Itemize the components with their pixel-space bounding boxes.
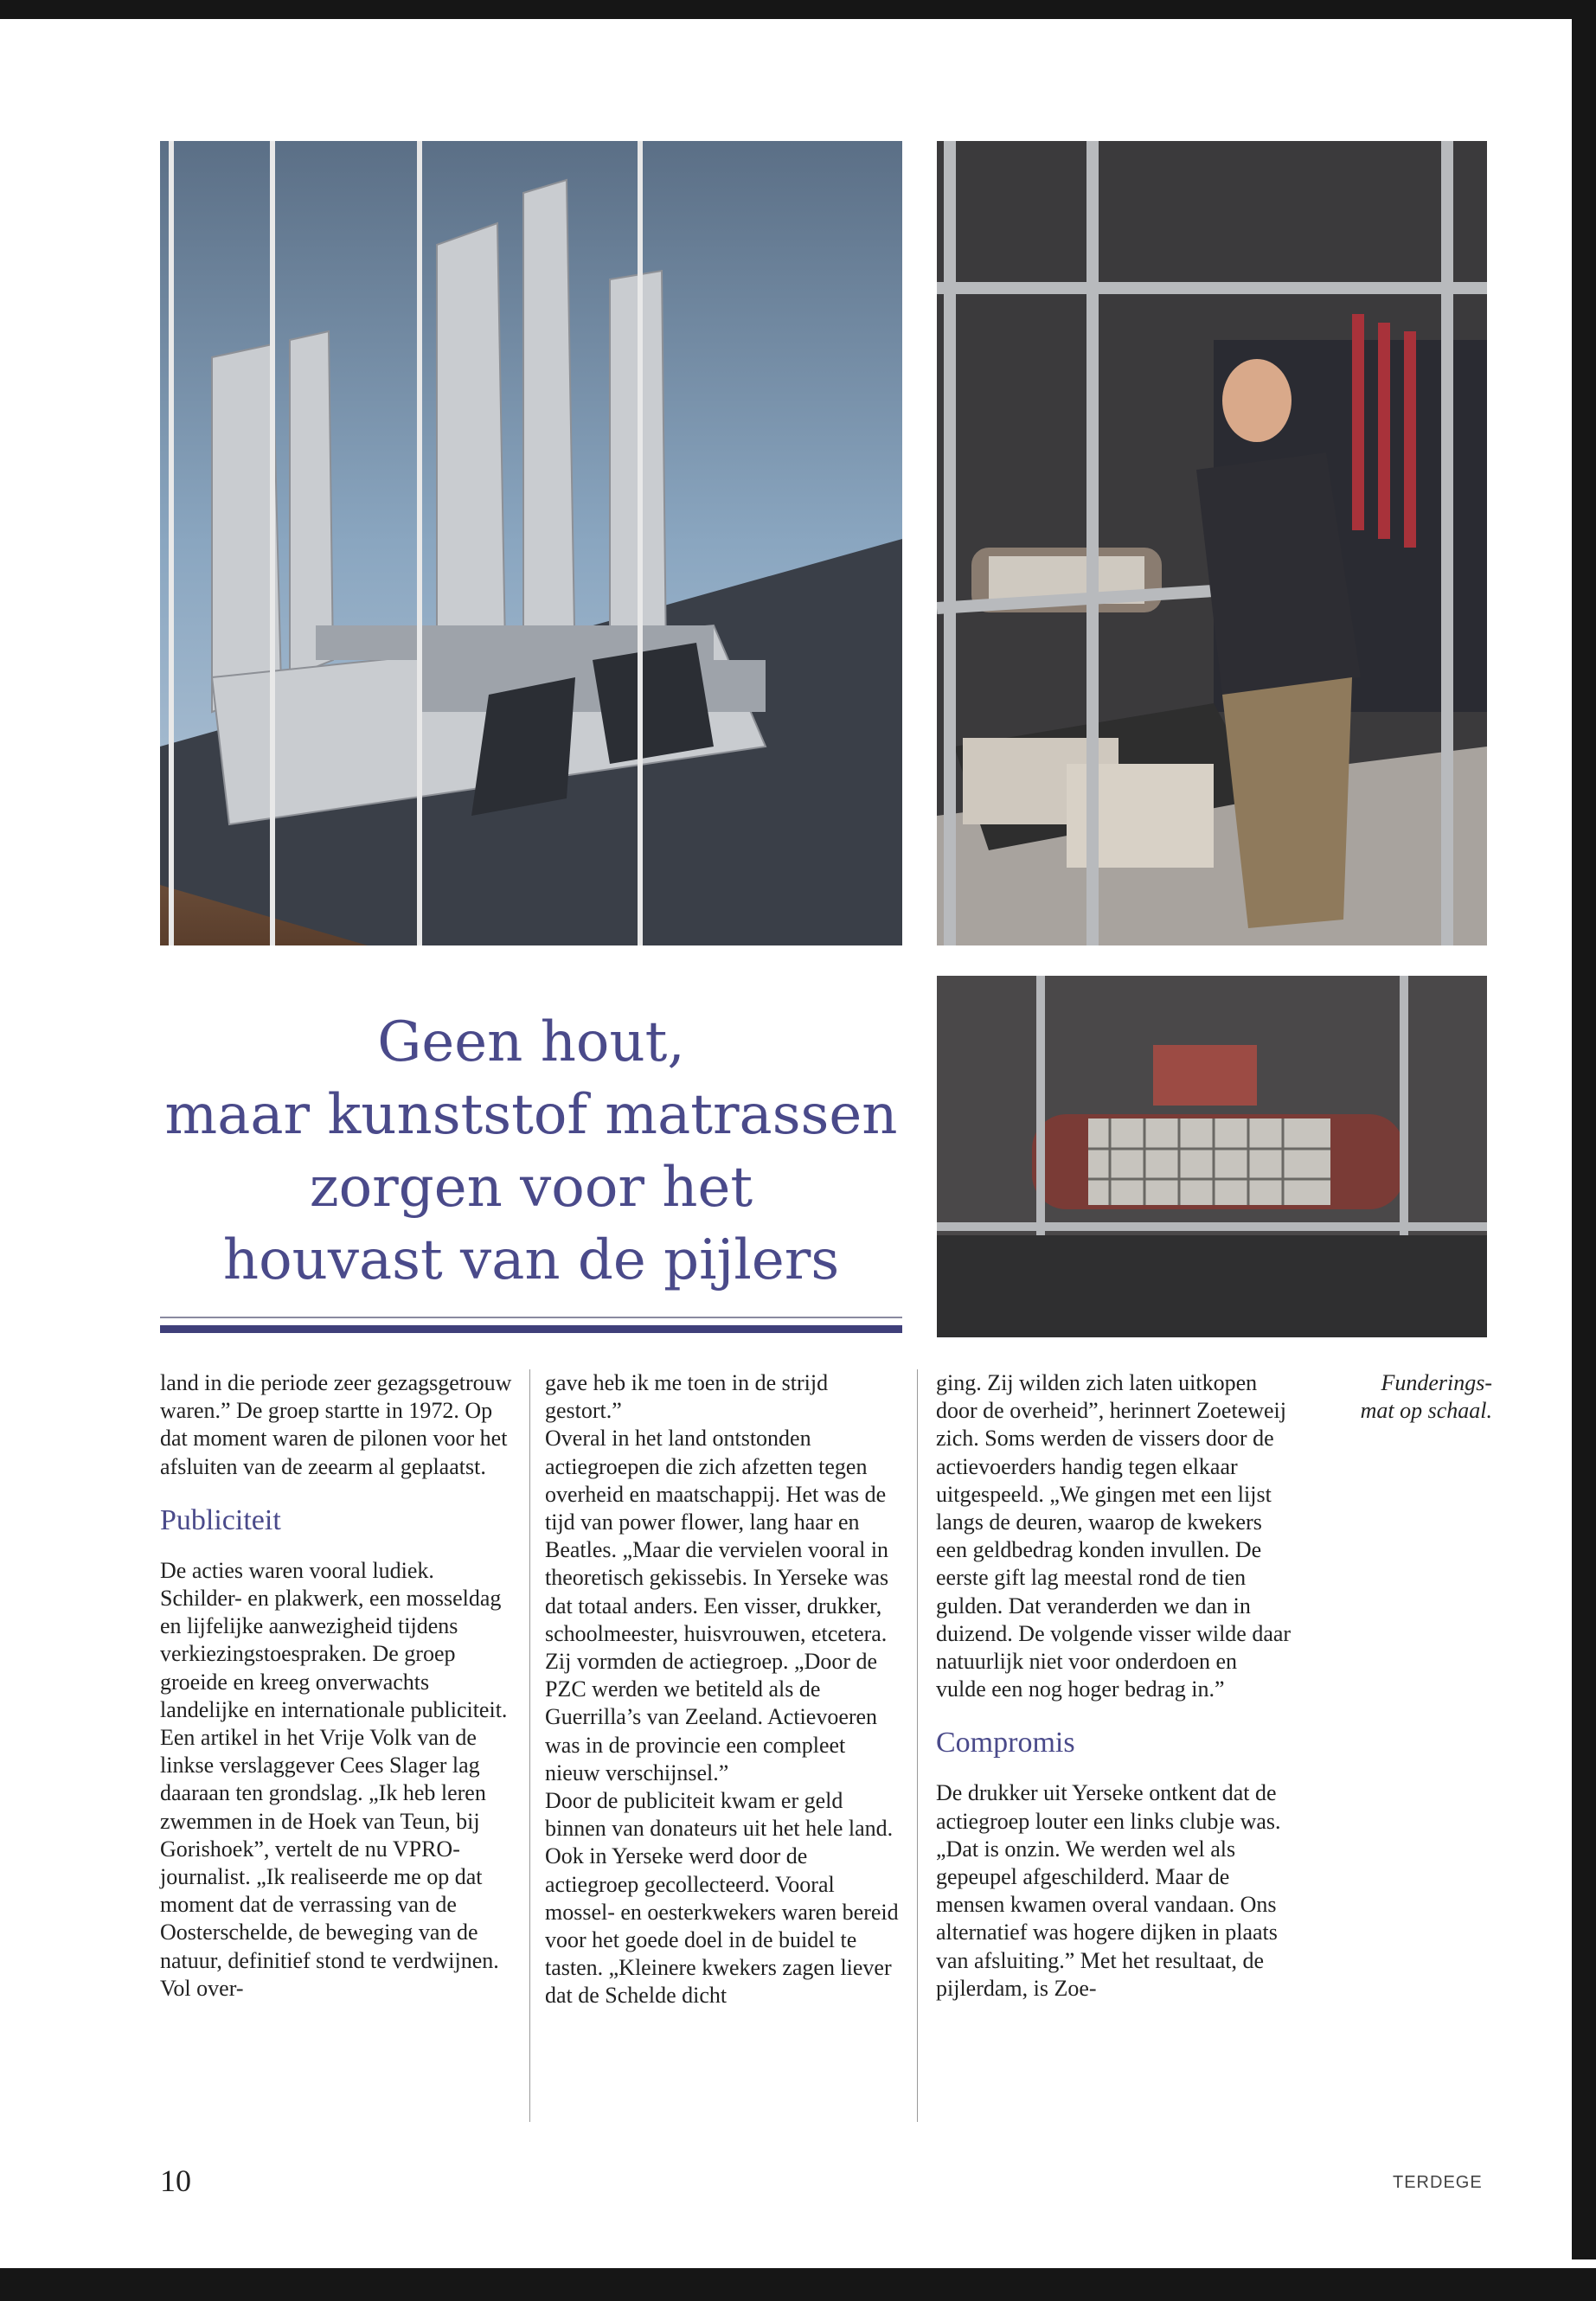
foundation-mat-model-photo xyxy=(937,976,1487,1337)
paragraph: gave heb ik me toen in de strijd gestort.” xyxy=(545,1370,829,1424)
barrier-pillars-photo xyxy=(160,141,902,945)
text-column-3 xyxy=(936,1369,1292,2003)
scan-edge-right xyxy=(1572,0,1596,2301)
subheading-publiciteit: Publiciteit xyxy=(160,1503,281,1536)
paragraph: Overal in het land ontstonden actiegroepen die zich afzetten tegen overheid en maatschappij. Het was de tijd van power flower, lang haar en Beatles. „Maar die vervielen vooral in theoretisch gekissebis. In Yerseke was dat totaal anders. Een visser, drukker, schoolmeester, huisvrouwen, etcetera. Zij vormden de actiegroep. „Door de PZC werden we betiteld als de Guerrilla’s van Zeeland. Actievoeren was in de provincie een compleet nieuw verschijnsel.” xyxy=(545,1426,889,1785)
headline-rule-thin xyxy=(160,1317,902,1318)
column-divider xyxy=(917,1369,918,2122)
paragraph: De drukker uit Yerseke ontkent dat de actiegroep louter een links clubje was. „Dat is onzin. We werden wel als gepeupel afgeschilderd. Maar de mensen kwamen overal vandaan. Ons alternatief was hogere dijken in plaats van afsluiting.” Met het resultaat, de pijlerdam, is Zoe- xyxy=(936,1780,1281,2001)
headline-line-2: maar kunststof matrassen xyxy=(164,1082,898,1147)
paragraph: De acties waren vooral ludiek. Schilder- en plakwerk, een mosseldag en lijfelijke aanwezigheid tijdens verkiezingstoespraken. De groep groeide en kreeg onverwachts landelijke en internationale publiciteit. Een artikel in het Vrije Volk van de linkse verslaggever Cees Slager lag daaraan ten grondslag. „Ik heb leren zwemmen in de Hoek van Teun, bij Gorishoek”, vertelt de nu VPRO-journalist. „Ik realiseerde me op dat moment dat de verrassing van de Oosterschelde, de beweging van de natuur, definitief stond te verdwijnen. Vol over- xyxy=(160,1557,508,2001)
magazine-name: TERDEGE xyxy=(1393,2173,1483,2192)
headline-line-4: houvast van de pijlers xyxy=(222,1227,840,1292)
subheading-compromis: Compromis xyxy=(936,1727,1075,1759)
headline-rule-thick xyxy=(160,1325,902,1333)
headline-line-1: Geen hout, xyxy=(377,1009,685,1074)
text-column-2 xyxy=(545,1369,901,2010)
scan-edge-gap xyxy=(0,2259,1596,2268)
article-headline xyxy=(160,1006,902,1297)
photo-caption xyxy=(1311,1369,1492,1425)
paragraph: Door de publiciteit kwam er geld binnen van donateurs uit het hele land. Ook in Yerseke werd door de actiegroep gecollecteerd. Vooral mossel- en oesterkwekers waren bereid voor het goede doel in de buidel te tasten. „Kleinere kwekers zagen liever dat de Schelde dicht xyxy=(545,1788,899,2009)
scan-edge-bottom xyxy=(0,2268,1596,2301)
scan-edge-top xyxy=(0,0,1596,19)
paragraph: ging. Zij wilden zich laten uitkopen door de overheid”, herinnert Zoeteweij zich. Soms werden de vissers door de actievoerders handig tegen elkaar uitgespeeld. „We gingen met een lijst langs de deuren, waarop de kwekers een geldbedrag konden invullen. De eerste gift lag meestal rond de tien gulden. Dat veranderden we dan in duizend. De volgende visser wilde daar natuurlijk niet voor onderdoen en vulde een nog hoger bedrag in.” xyxy=(936,1370,1292,1702)
paragraph: land in die periode zeer gezagsgetrouw waren.” De groep startte in 1972. Op dat moment waren de pilonen voor het afsluiten van de zeearm al geplaatst. xyxy=(160,1370,512,1479)
man-with-model-photo xyxy=(937,141,1487,945)
text-column-1 xyxy=(160,1369,515,2003)
page-number: 10 xyxy=(160,2163,191,2198)
headline-line-3: zorgen voor het xyxy=(309,1155,753,1220)
caption-line-1: Funderings- xyxy=(1381,1370,1492,1395)
caption-line-2: mat op schaal. xyxy=(1360,1398,1492,1423)
column-divider xyxy=(529,1369,530,2122)
